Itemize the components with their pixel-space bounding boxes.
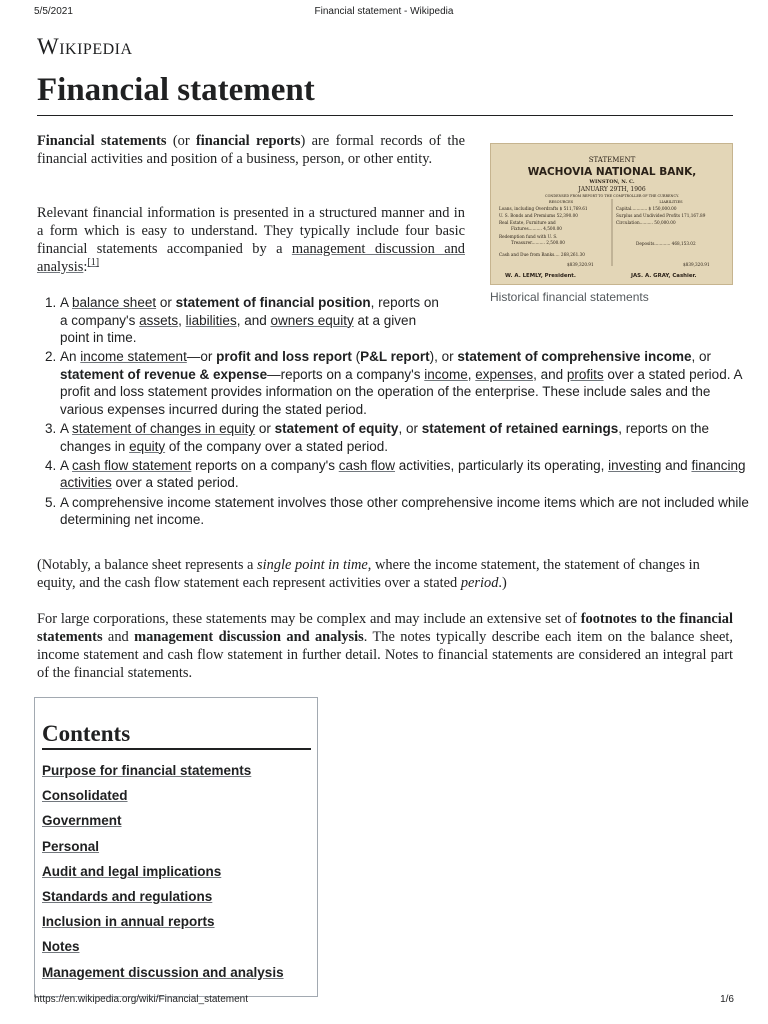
doc-condensed: CONDENSED FROM REPORT TO THE COMPTROLLER OF THE CURRENCY.	[545, 194, 679, 198]
statement-list	[37, 294, 756, 530]
paragraph-notably: (Notably, a balance sheet represents a single point in time, where the income statement, the statement of changes in equity, and the cash flow statement each represent activities over a stated period.)	[37, 557, 700, 591]
list-item: 1. A balance sheet or statement of financial position, reports on a company's assets, liabilities, and owners equity at a given point in time.	[60, 294, 440, 347]
doc-total-right: $839,320.91	[683, 262, 710, 267]
doc-place: WINSTON, N. C.	[589, 179, 635, 185]
doc-bank-name: WACHOVIA NATIONAL BANK,	[527, 166, 697, 178]
link-investing[interactable]: investing	[608, 457, 662, 473]
doc-right-row: Deposits............ 468,153.02	[636, 241, 696, 246]
link-management-discussion[interactable]: management discussion and analysis	[37, 241, 465, 275]
doc-left-row: Treasurer.......... 2,500.00	[511, 240, 565, 245]
print-url: https://en.wikipedia.org/wiki/Financial_statement	[34, 994, 248, 1005]
figure-caption: Historical financial statements	[490, 290, 649, 304]
list-item: 5. A comprehensive income statement involves those other comprehensive income items which are not included while determining net income.	[60, 494, 756, 529]
toc-item-personal[interactable]: Personal	[42, 838, 100, 854]
toc-item-audit[interactable]: Audit and legal implications	[42, 863, 222, 879]
doc-left-row: Loans, including Overdrafts $ 511,769.61	[499, 206, 588, 211]
doc-left-row: Real Estate, Furniture and	[499, 220, 556, 225]
paragraph-large-corporations: For large corporations, these statements may be complex and may include an extensive set of footnotes to the financial statements and management discussion and analysis. The notes typically describe each item on the balance sheet, income statement and cash flow statement in further detail. Notes to financial statements are considered an integral part of the financial statements.	[37, 611, 733, 681]
doc-left-row: Cash and Due from Banks.... 268,261.30	[499, 252, 585, 257]
doc-left-row: Redemption fund with U. S.	[499, 234, 558, 239]
toc-item-standards[interactable]: Standards and regulations	[42, 889, 213, 905]
link-balance-sheet[interactable]: balance sheet	[72, 295, 157, 310]
reference-1[interactable]: [1]	[87, 257, 100, 269]
intro-paragraph-2: Relevant financial information is presented in a structured manner and in a form which is easy to understand. They typically include four basic financial statements accompanied by a management discussion and analysis:[1]	[37, 205, 465, 275]
print-date: 5/5/2021	[34, 6, 73, 17]
link-income[interactable]: income	[424, 366, 468, 382]
toc-title: Contents	[42, 720, 311, 750]
doc-heading: STATEMENT	[588, 156, 636, 164]
toc-item-mda[interactable]: Management discussion and analysis	[42, 964, 284, 980]
table-of-contents	[34, 697, 318, 997]
doc-liabilities: LIABILITIES	[659, 200, 683, 204]
doc-right-row: Circulation.......... 50,000.00	[616, 220, 676, 225]
doc-right-row: Capital............ $ 150,000.00	[616, 206, 677, 211]
toc-item-notes[interactable]: Notes	[42, 939, 80, 955]
toc-item-government[interactable]: Government	[42, 813, 122, 829]
link-statement-of-changes-in-equity[interactable]: statement of changes in equity	[72, 421, 256, 437]
term-financial-statements: Financial statements	[37, 133, 167, 149]
link-cash-flow[interactable]: cash flow	[338, 457, 396, 473]
term-financial-reports: financial reports	[196, 133, 301, 149]
link-assets[interactable]: assets	[139, 312, 179, 328]
list-item: 4. A cash flow statement reports on a company's cash flow activities, particularly its operating, investing and financing activities over a stated period.	[60, 457, 756, 492]
link-cash-flow-statement[interactable]: cash flow statement	[72, 457, 192, 473]
print-page-number: 1/6	[720, 994, 734, 1005]
figure-historical-statements	[490, 143, 733, 304]
doc-left-row: Fixtures.......... 4,500.00	[511, 226, 562, 231]
doc-total-left: $839,320.91	[567, 262, 594, 267]
toc-item-consolidated[interactable]: Consolidated	[42, 788, 128, 804]
print-page-title: Financial statement - Wikipedia	[314, 6, 454, 17]
toc-list	[42, 758, 311, 985]
toc-item-annual-reports[interactable]: Inclusion in annual reports	[42, 914, 215, 930]
doc-left-row: U. S. Bonds and Premiums 52,390.00	[499, 213, 578, 218]
link-liabilities[interactable]: liabilities	[185, 312, 237, 328]
doc-right-row: Surplus and Undivided Profits 171,167.89	[616, 213, 706, 218]
link-owners-equity[interactable]: owners equity	[270, 312, 354, 328]
link-income-statement[interactable]: income statement	[80, 349, 187, 365]
intro-paragraph-1: Financial statements (or financial reports) are formal records of the financial activities and position of a business, person, or other entity.	[37, 133, 465, 167]
link-profits[interactable]: profits	[566, 366, 604, 382]
historical-statement-image[interactable]	[490, 143, 733, 285]
doc-resources: RESOURCES	[548, 200, 574, 204]
page-title: Financial statement	[37, 72, 733, 116]
link-equity[interactable]: equity	[129, 438, 166, 454]
doc-date: JANUARY 29TH, 1906	[578, 186, 646, 193]
doc-president: W. A. LEMLY, President.	[505, 273, 576, 279]
link-expenses[interactable]: expenses	[475, 366, 534, 382]
list-item: 3. A statement of changes in equity or statement of equity, or statement of retained earnings, reports on the changes in equity of the company over a stated period.	[60, 420, 756, 455]
list-item: 2. An income statement—or profit and loss report (P&L report), or statement of comprehensive income, or statement of revenue & expense—reports on a company's income, expenses, and profits over a stated period. A profit and loss statement provides information on the operation of the enterprise. These include sales and the various expenses incurred during the stated period.	[60, 348, 756, 418]
link-financing-activities[interactable]: financing activities	[60, 457, 746, 491]
doc-cashier: JAS. A. GRAY, Cashier.	[631, 273, 697, 279]
wikipedia-logo[interactable]: Wikipedia	[37, 34, 133, 59]
toc-item-purpose[interactable]: Purpose for financial statements	[42, 763, 252, 778]
